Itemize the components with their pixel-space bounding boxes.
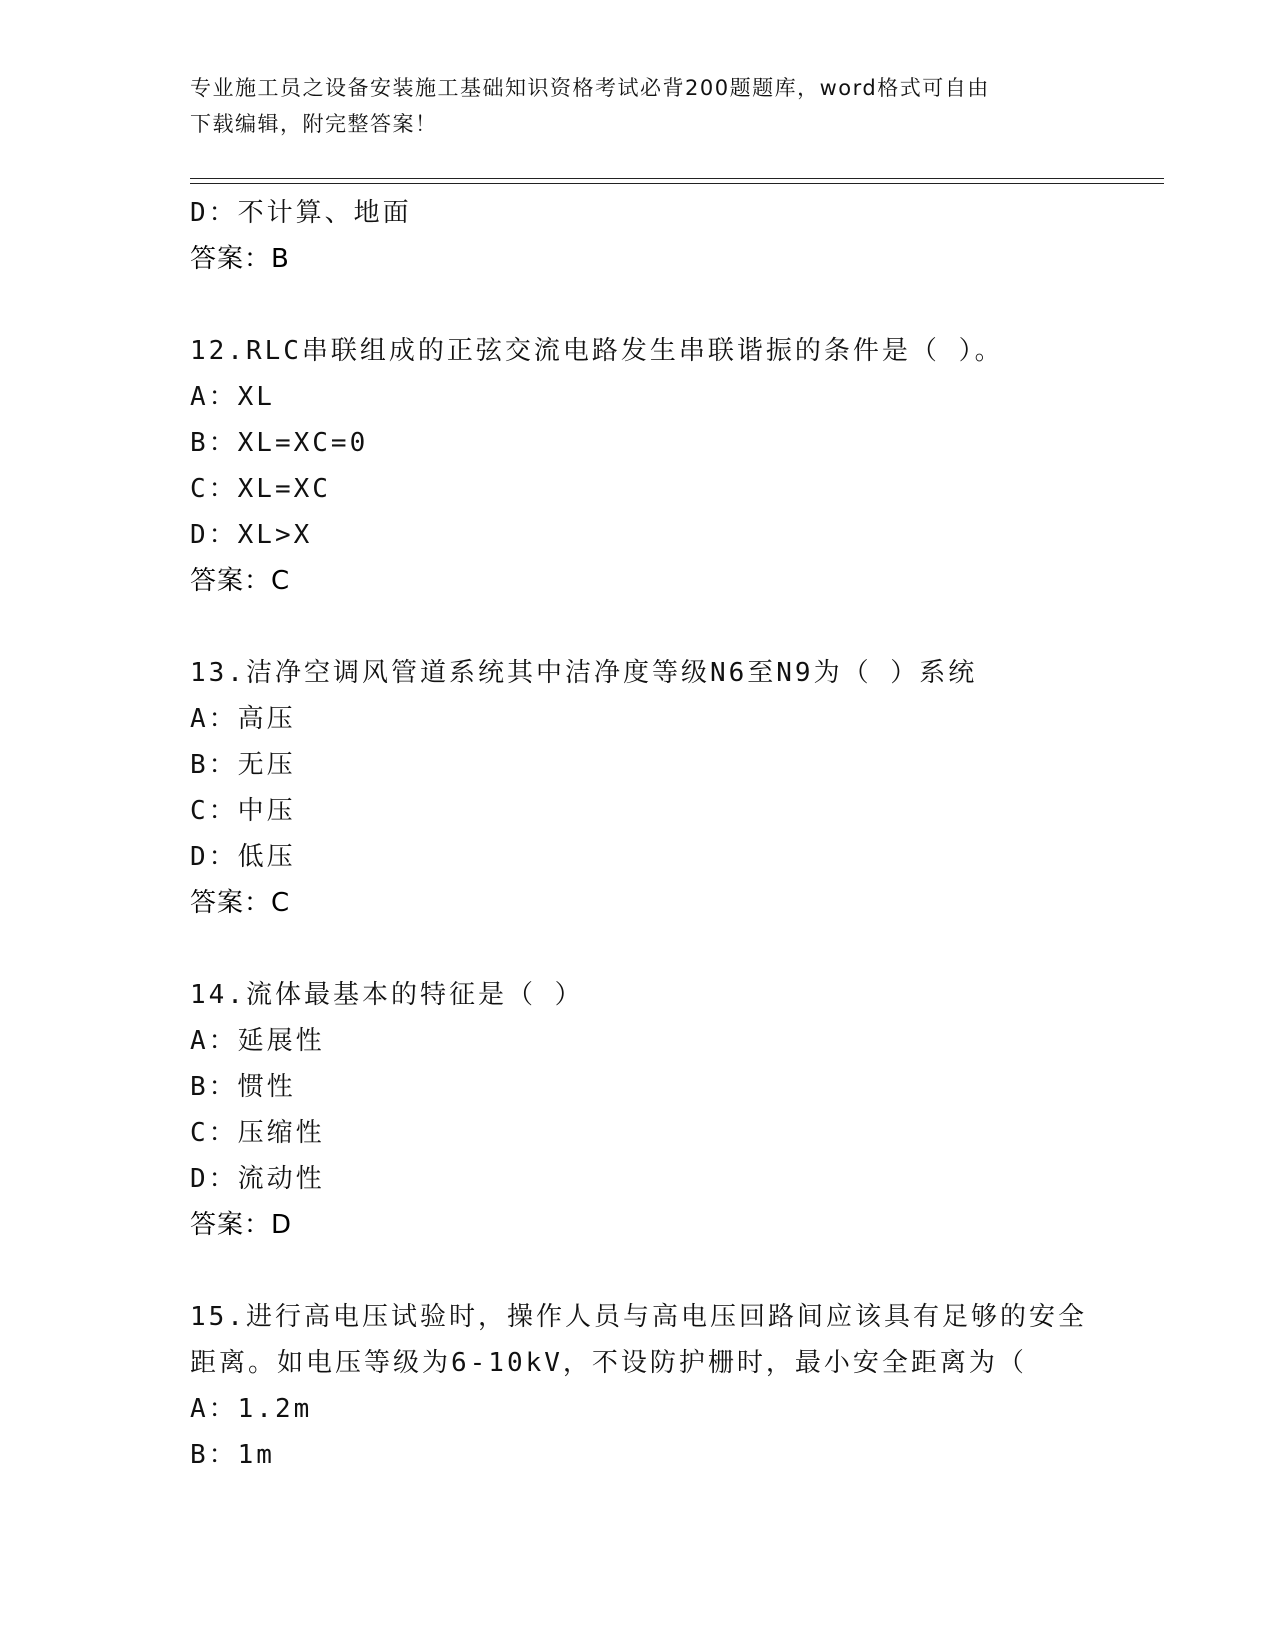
- option-a: A：延展性: [190, 1026, 325, 1056]
- option-b: B：惯性: [190, 1072, 296, 1102]
- option-c: C：XL=XC: [190, 474, 331, 504]
- question-14: [190, 972, 1150, 1248]
- option-c: C：压缩性: [190, 1118, 325, 1148]
- option-d: D：XL>X: [190, 520, 313, 550]
- option-b: B：XL=XC=0: [190, 428, 369, 458]
- option-d: D：流动性: [190, 1164, 325, 1194]
- answer-line: 答案：C: [190, 566, 291, 596]
- answer-line: 答案：B: [190, 244, 290, 274]
- spacer: [190, 282, 1150, 328]
- option-a: A：XL: [190, 382, 275, 412]
- option-d: D：低压: [190, 842, 296, 872]
- question-list: [190, 190, 1150, 1478]
- option-d: D：不计算、地面: [190, 198, 412, 228]
- question-13: [190, 650, 1150, 926]
- option-a: A：1.2m: [190, 1394, 313, 1424]
- option-b: B：无压: [190, 750, 296, 780]
- answer-line: 答案：C: [190, 888, 291, 918]
- option-c: C：中压: [190, 796, 296, 826]
- question-stem: 14.流体最基本的特征是（ ）: [190, 980, 584, 1010]
- header-line-1: 专业施工员之设备安装施工基础知识资格考试必背200题题库，word格式可自由: [190, 76, 990, 100]
- option-b: B：1m: [190, 1440, 275, 1470]
- question-stem-line-1: 15.进行高电压试验时，操作人员与高电压回路间应该具有足够的安全: [190, 1302, 1087, 1332]
- spacer: [190, 604, 1150, 650]
- answer-line: 答案：D: [190, 1210, 293, 1240]
- header-divider-bottom: [190, 183, 1164, 184]
- spacer: [190, 1248, 1150, 1294]
- question-12: [190, 328, 1150, 604]
- question-stem: 13.洁净空调风管道系统其中洁净度等级N6至N9为（ ）系统: [190, 658, 978, 688]
- question-15: [190, 1294, 1150, 1478]
- option-a: A：高压: [190, 704, 296, 734]
- document-header: [190, 70, 1090, 142]
- header-line-2: 下载编辑，附完整答案！: [190, 112, 438, 136]
- header-divider-top: [190, 178, 1164, 179]
- question-11-tail: [190, 190, 1150, 282]
- spacer: [190, 926, 1150, 972]
- question-stem: 12.RLC串联组成的正弦交流电路发生串联谐振的条件是（ ）。: [190, 336, 1004, 366]
- question-stem-line-2: 距离。如电压等级为6-10kV，不设防护栅时，最小安全距离为（: [190, 1348, 1027, 1378]
